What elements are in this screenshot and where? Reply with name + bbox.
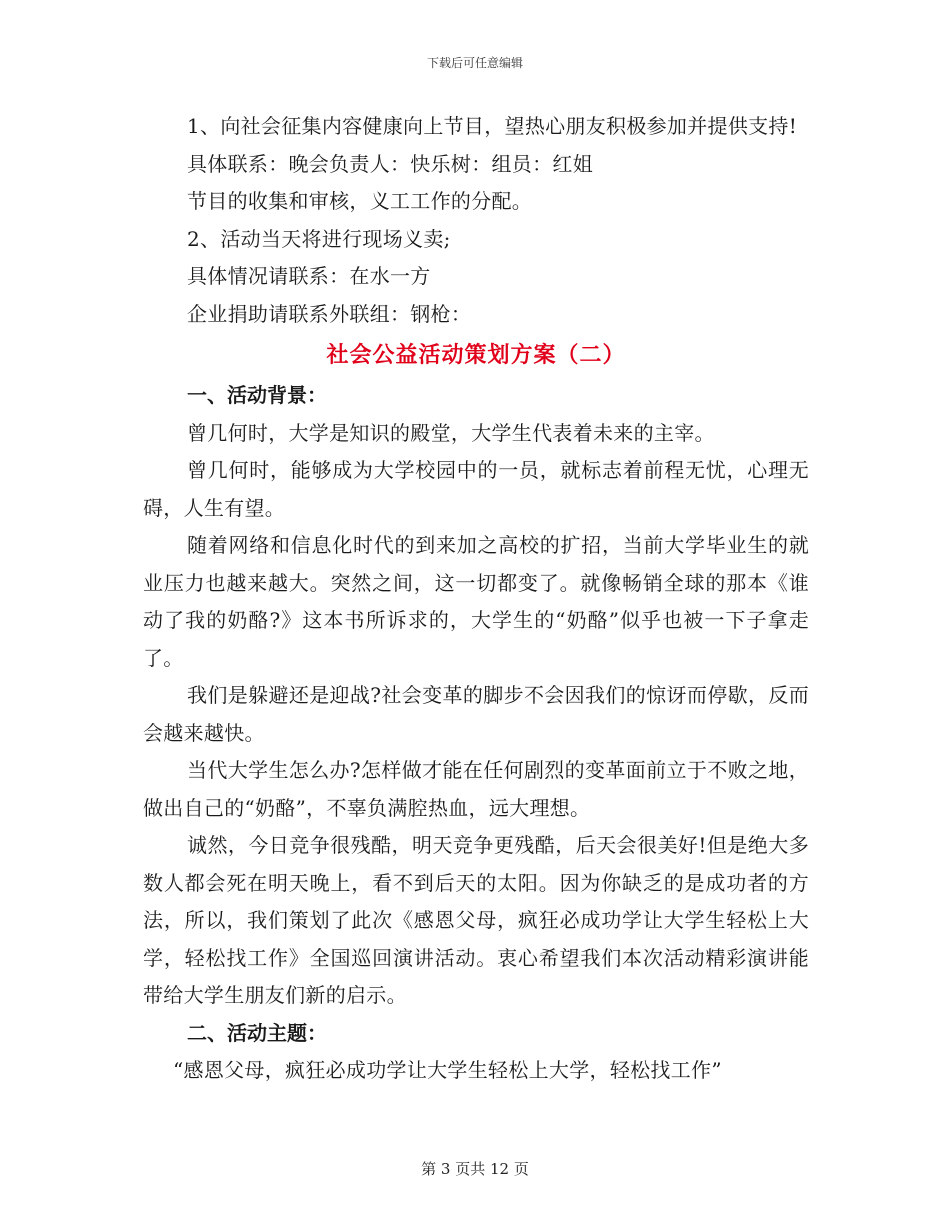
paragraph-7: 曾几何时，大学是知识的殿堂，大学生代表着未来的主宰。 <box>187 420 715 445</box>
section-heading-background: 一、活动背景： <box>187 383 327 407</box>
paragraph-1: 1、向社会征集内容健康向上节目，望热心朋友积极参加并提供支持! <box>187 114 798 138</box>
paragraph-3: 节目的收集和审核，义工工作的分配。 <box>187 189 533 213</box>
paragraph-5: 具体情况请联系：在水一方 <box>187 264 431 288</box>
page-number: 第 3 页共 12 页 <box>421 1160 529 1178</box>
document-body <box>143 108 809 1090</box>
document-title: 社会公益活动策划方案（二） <box>326 342 626 368</box>
paragraph-11: 当代大学生怎么办?怎样做才能在任何剧烈的变革面前立于不败之地，做出自己的“奶酪”，不辜负满腔热血，远大理想。 <box>143 758 809 820</box>
paragraph-8: 曾几何时，能够成为大学校园中的一员，就标志着前程无忧，心理无碍，人生有望。 <box>143 458 809 520</box>
paragraph-4: 2、活动当天将进行现场义卖; <box>187 226 451 251</box>
paragraph-10: 我们是躲避还是迎战?社会变革的脚步不会因我们的惊讶而停歇，反而会越来越快。 <box>143 683 809 745</box>
section-heading-theme: 二、活动主题： <box>187 1020 327 1045</box>
page-header: 下载后可任意编辑 <box>426 56 523 70</box>
paragraph-13: “感恩父母，疯狂必成功学让大学生轻松上大学，轻松找工作” <box>173 1058 722 1082</box>
paragraph-6: 企业捐助请联系外联组：钢枪： <box>187 301 472 326</box>
paragraph-9: 随着网络和信息化时代的到来加之高校的扩招，当前大学毕业生的就业压力也越来越大。突然之间，这一切都变了。就像畅销全球的那本《谁动了我的奶酪?》这本书所诉求的，大学生的“奶酪”似乎也被一下子拿走了。 <box>143 533 809 670</box>
paragraph-12: 诚然，今日竞争很残酷，明天竞争更残酷，后天会很美好!但是绝大多数人都会死在明天晚上，看不到后天的太阳。因为你缺乏的是成功者的方法，所以，我们策划了此次《感恩父母，疯狂必成功学让大学生轻松上大学，轻松找工作》全国巡回演讲活动。衷心希望我们本次活动精彩演讲能带给大学生朋友们新的启示。 <box>143 833 809 1007</box>
paragraph-2: 具体联系：晚会负责人：快乐树：组员：红姐 <box>187 151 593 176</box>
